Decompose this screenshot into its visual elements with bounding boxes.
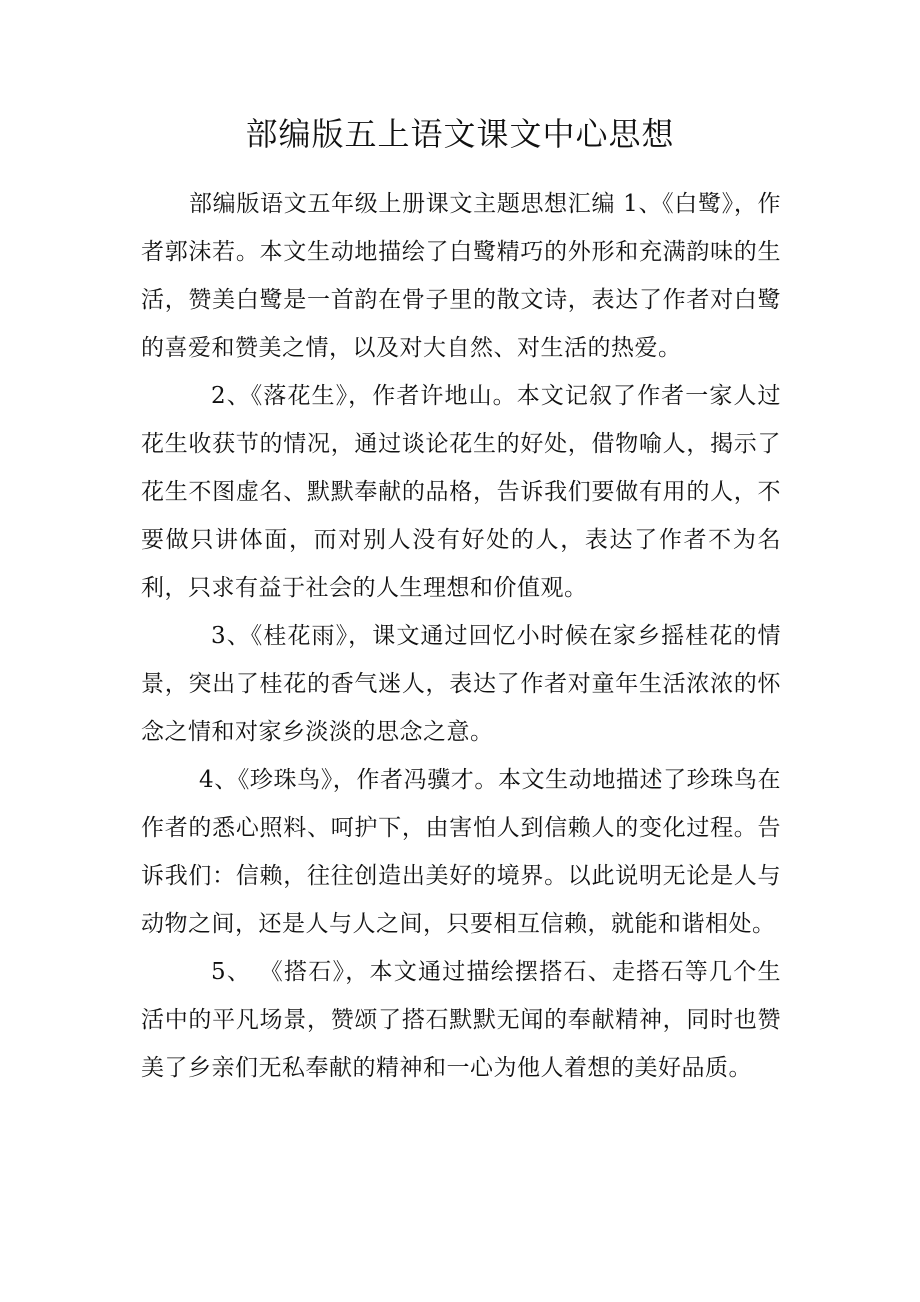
- page-title: 部编版五上语文课文中心思想: [245, 115, 675, 153]
- paragraph-guihuayu: 3、《桂花雨》，课文通过回忆小时候在家乡摇桂花的情景，突出了桂花的香气迷人，表达了作者对童年生活浓浓的怀念之情和对家乡淡淡的思念之意。: [141, 623, 781, 745]
- paragraph-dashi: 5、 《搭石》，本文通过描绘摆搭石、走搭石等几个生活中的平凡场景，赞颂了搭石默默无闻的奉献精神，同时也赞美了乡亲们无私奉献的精神和一心为他人着想的美好品质。: [141, 959, 781, 1081]
- paragraph-luohuasheng: 2、《落花生》，作者许地山。本文记叙了作者一家人过花生收获节的情况，通过谈论花生的好处，借物喻人，揭示了花生不图虚名、默默奉献的品格，告诉我们要做有用的人，不要做只讲体面，而对别人没有好处的人，表达了作者不为名利，只求有益于社会的人生理想和价值观。: [141, 383, 781, 601]
- paragraph-bailu: 部编版语文五年级上册课文主题思想汇编 1、《白鹭》，作者郭沫若。本文生动地描绘了白鹭精巧的外形和充满韵味的生活，赞美白鹭是一首韵在骨子里的散文诗，表达了作者对白鹭的喜爱和赞美之情，以及对大自然、对生活的热爱。: [141, 191, 781, 361]
- document-body: [141, 180, 781, 1092]
- paragraph-zhenzhuniao: 4、《珍珠鸟》，作者冯骥才。本文生动地描述了珍珠鸟在作者的悉心照料、呵护下，由害怕人到信赖人的变化过程。告诉我们：信赖，往往创造出美好的境界。以此说明无论是人与动物之间，还是人与人之间，只要相互信赖，就能和谐相处。: [141, 767, 781, 937]
